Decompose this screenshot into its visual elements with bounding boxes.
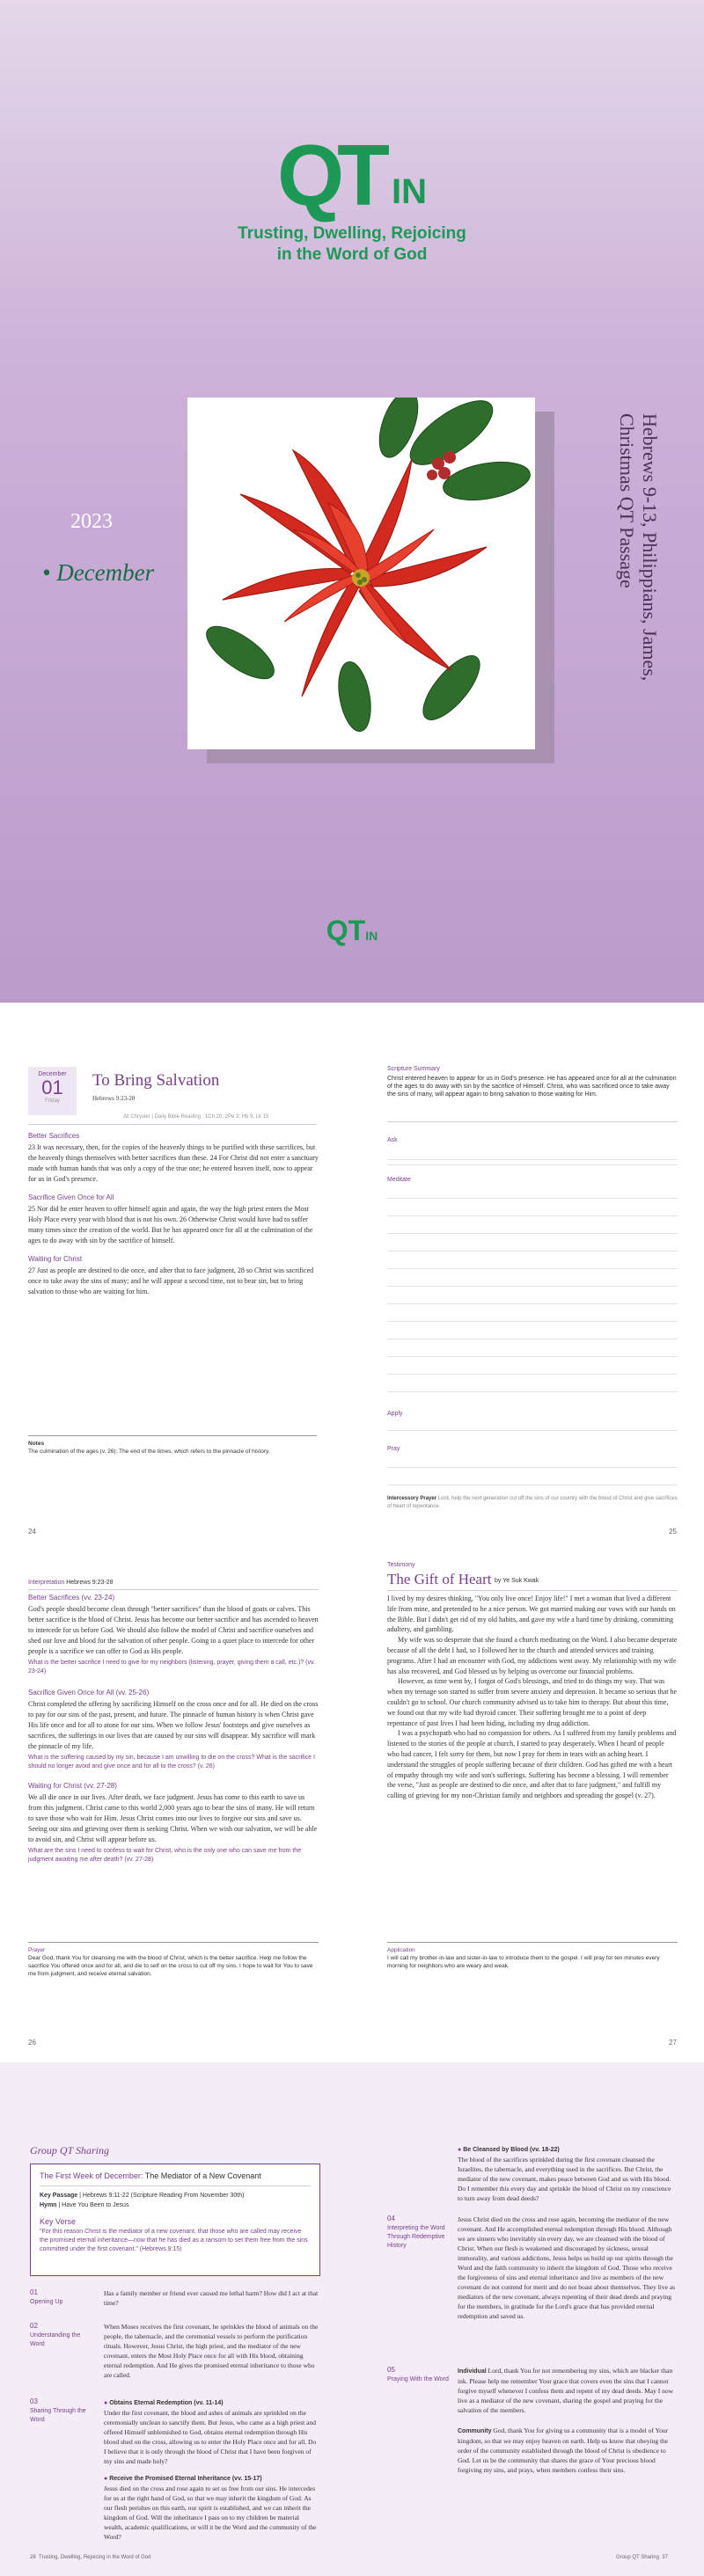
step-02-text: When Moses receives the first covenant, he sprinkles the blood of animals on the people, the tabernacle, and the ceremonial vessels to perform the purification rituals. However, Jesus Christ, the high priest, and the mediator of the new covenant, enters the Most Holy Place once for all with His blood, obtaining eternal redemption. And He gives the promised eternal inheritance to those who are called. (104, 2323, 319, 2379)
page-number: 26 (28, 2039, 36, 2047)
testimony-paragraph: My wife was so desperate that she found a church meditating on the Word. I also became desperate because of all the debt I had, so I followed her to the church and attended services and training programs. After I had an encounter with God, my addictions went away. My relationship with my wife has also recovered, and God blessed us by helping us overcome our financial problems. (387, 1636, 678, 1675)
summary-label: Scripture Summary (387, 1066, 440, 1072)
section-text: 27 Just as people are destined to die once, and after that to face judgment, 28 so Christ was sacrificed once to take away the sins of many; and he will appear a second time, not to bear sin, but to bring salvation to those who are waiting for him. (28, 1266, 314, 1295)
key-passage-label: Key Passage (40, 2193, 78, 2199)
point-2 (104, 2473, 319, 2542)
ask-label: Ask (387, 1137, 398, 1143)
poinsettia-illustration (187, 398, 535, 749)
individual-label: Individual (458, 2368, 487, 2375)
date-weekday: Friday (45, 1098, 60, 1104)
writing-line (387, 1268, 678, 1269)
reflection-question: What is the better sacrifice I need to give for my neighbors (listening, prayer, giving them a call, etc.)? (vv. 23-24) (28, 1660, 315, 1675)
key-verse-text: "For this reason Christ is the mediator of a new covenant, that those who are called may receive the promised eternal inheritance—now that he has died as a ransom to set them free from the sins committed under the first covenant." (Hebrews 9:15) (40, 2229, 308, 2252)
prayer-text: Dear God, thank You for cleansing me with the blood of Christ, which is the better sacrifice. Help me follow the sacrifice You offered once and for all, and die to self on the cross to cut off my sins. I hope to wait for You to save me from judgment, and receive eternal salvation. (28, 1955, 313, 1977)
section-text: We all die once in our lives. After death, we face judgment. Jesus has come to this earth to save us from this judgment. Christ came to this world 2,000 years ago to bear the sins of many. He will return to save those who wait for Him. Jesus Christ comes into our lives to forgive our sins and save us. Seeing our sins and grieving over them is seeking Christ. When we wish our salvation, we will be able to avoid sin, and Christ will appear before us. (28, 1793, 318, 1843)
writing-line (387, 1164, 678, 1165)
devotion-passage: Hebrews 9:23-28 (92, 1095, 136, 1102)
writing-line (387, 1215, 678, 1216)
step-label: Interpreting the Word Through Redemptive History (387, 2225, 445, 2249)
writing-line (387, 1251, 678, 1252)
testimony-author: by Ye Suk Kwak (495, 1578, 539, 1584)
section-heading: Sacrifice Given Once for All (vv. 25-26) (28, 1689, 150, 1697)
community-label: Community (458, 2428, 492, 2434)
cover-vertical-text (600, 413, 671, 765)
page-number: 25 (669, 1528, 677, 1536)
bullet-icon: ● (104, 2476, 108, 2482)
section-heading: Waiting for Christ (28, 1255, 83, 1263)
logo-letter-t: T (337, 127, 391, 223)
step-02 (30, 2322, 92, 2349)
testimony-paragraph: I lived by my desires thinking, "You only live once! Enjoy life!" I met a woman that lived a different life from mine, and pretended to be a nice person. We got married making our vows with our hands on the Bible. But I didn't get rid of my old habits, and gave my wife a hard time by drinking, committing adultery, and gambling. (387, 1594, 676, 1634)
divider (387, 1121, 678, 1122)
testimony-label: Testimony (387, 1562, 415, 1568)
footer-right-number: 37 (662, 2555, 668, 2560)
divider (387, 1590, 678, 1591)
community-prayer (458, 2426, 678, 2475)
logo-letter-q: Q (276, 127, 338, 223)
bullet-icon: ● (104, 2400, 108, 2406)
logo-letters-in: IN (392, 172, 428, 211)
cover-tagline: Trusting, Dwelling, Rejoicing in the Word of God (238, 224, 466, 264)
bullet-icon: ● (458, 2147, 462, 2153)
writing-line (387, 1198, 678, 1199)
step-label: Sharing Through the Word (30, 2408, 86, 2423)
prayer-label: Prayer (28, 1947, 46, 1953)
cover-page (0, 0, 704, 1003)
writing-line (387, 1233, 678, 1234)
poinsettia-photo (187, 398, 535, 749)
logo-mark (276, 127, 428, 223)
hymn-label: Hymn (40, 2202, 57, 2208)
writing-line (387, 1356, 678, 1357)
date-day: 01 (41, 1076, 63, 1098)
application-text: I will call my brother-in-law and sister-in-law to introduce them to the gospel. I will pray for ten minutes every morning for neighbors who are weary and weak. (387, 1955, 660, 1969)
intercessory-label: Intercessory Prayer (387, 1496, 437, 1501)
point-title: Receive the Promised Eternal Inheritance (vv. 15-17) (109, 2476, 262, 2482)
notes-box (28, 1435, 317, 1456)
page-number: 24 (28, 1528, 36, 1536)
step-number: 01 (30, 2288, 38, 2296)
point-text: The blood of the sacrifices sprinkled during the first covenant cleansed the Israelites, the tabernacle, and everything used in the sacrifices. But Christ, the mediator of the new covenant, makes peace between God and us with His blood. Do I remember this every day and sprinkle the blood of Christ on my conscience to turn away from dead deeds? (458, 2156, 671, 2202)
step-number: 03 (30, 2397, 38, 2405)
writing-line (387, 1286, 678, 1287)
testimony-body (387, 1594, 678, 1801)
point-title: Obtains Eternal Redemption (vv. 11-14) (109, 2400, 224, 2406)
point-title: Be Cleansed by Blood (vv. 18-22) (463, 2147, 560, 2153)
section-heading: Sacrifice Given Once for All (28, 1193, 114, 1201)
section-text: God's people should become clean through "better sacrifices" than the blood of goats or calves. This better sacrifice is the blood of Christ. Jesus has become our better sacrifice and has ascended to heaven to intercede for us before God. We should also follow the model of Christ and sacrifice ourselves and shed our love and blood for the salvation of other people. Going to a quiet place to intercede for other people is a sacrifice we can offer to God as His people. (28, 1605, 319, 1655)
page-number: 27 (669, 2039, 677, 2047)
point-text: Jesus died on the cross and rose again to set us free from our sins. He intercedes for us at the right hand of God, so that we may inherit the kingdom of God. As our flesh perishes on this earth, our spirit is established, and we can inherit the kingdom of God. Will the inheritance I pass on to my children be material wealth, academic qualifications, or will it be the Word and the community of the Word? (104, 2485, 317, 2541)
week-summary-box (30, 2164, 320, 2276)
step-01-text: Has a family member or friend ever caused me lethal harm? How did I act at that time? (104, 2289, 319, 2307)
small-logo-text: QT (326, 915, 366, 946)
scripture-section-1 (28, 1132, 319, 1185)
qtin-logo (0, 127, 704, 266)
intercessory-text: Lord, help the next generation cut off the sins of our country with the blood of Christ and give sacrifices of heart of repentance. (387, 1496, 678, 1509)
application-box (387, 1942, 678, 1970)
footer-right-text: Group QT Sharing (616, 2555, 659, 2560)
writing-line (387, 1159, 678, 1160)
notes-label: Notes (28, 1441, 45, 1447)
testimony-paragraph: I was a psychopath who had no compassion for others. As I suffered from my family problems and listened to the stories of the people at church, I started to pray desperately. When I heard of people who had cancer, I felt sorry for them, but now I pray for them in tears with an aching heart. I understand the struggles of people suffering because of their children. God has gifted me with a heart of empathy through my wife and son's sufferings. Suffering has become a blessing. I will remember the verse, "Just as people are destined to die once, and after that to face judgment," and fulfill my calling of grieving for my non-Christian family and neighbors and spreading the gospel (v. 27). (387, 1729, 677, 1800)
reflection-question: What are the sins I need to confess to wait for Christ, who is the only one who can save me from the judgment awaiting me after death? (vv. 27-28) (28, 1848, 302, 1863)
section-heading: Waiting for Christ (vv. 27-28) (28, 1782, 117, 1790)
hymn-row (40, 2200, 311, 2210)
apply-label: Apply (387, 1411, 403, 1417)
footer-left (30, 2555, 150, 2560)
scripture-section-2 (28, 1193, 319, 1246)
footer-right (616, 2555, 668, 2560)
divider (28, 1124, 317, 1125)
step-05 (387, 2366, 449, 2384)
step-label: Understanding the Word (30, 2332, 81, 2347)
section-heading: Better Sacrifices (28, 1132, 80, 1140)
writing-line (387, 1391, 678, 1392)
testimony-title: The Gift of Heart (387, 1571, 492, 1587)
point-3 (458, 2144, 678, 2203)
step-number: 05 (387, 2366, 395, 2374)
section-heading: Better Sacrifices (vv. 23-24) (28, 1594, 115, 1602)
week-heading-lead: The First Week of December: (40, 2171, 143, 2180)
cover-vertical-line1: Hebrews 9-13, Philippians, James, (639, 413, 661, 682)
community-text: God, thank You for giving us a community that is a model of Your kingdom, so that we may enjoy heaven on earth. Help us know that obeying the order of the community established through the blood of Christ is obedience to God. Let us be the community that shares the grace of Your precious blood forgiving my sins, and prays, when members confess their sins. (458, 2426, 669, 2474)
interpretation-section-2 (28, 1689, 319, 1771)
interpretation-section-1 (28, 1594, 319, 1676)
footer-left-text: Trusting, Dwelling, Rejoicing in the Word of God (39, 2555, 151, 2560)
small-logo-sub: IN (365, 929, 378, 943)
writing-line (387, 1430, 678, 1431)
other-reading: All Chrysler | Daily Bible Reading : 1Ch 20; 2Pe 3; Hb 9; Lk 15 (123, 1114, 269, 1120)
reflection-question: What is the suffering caused by my sin, because I am unwilling to die on the cross? What is the sacrifice I should no longer avoid and give once and for all to the cross? (v. 26) (28, 1755, 315, 1770)
section-text: 25 Nor did he enter heaven to offer himself again and again, the way the high priest enters the Most Holy Place every year with blood that is not his own. 26 Otherwise Christ would have had to suffer many times since the creation of the world. But he has appeared once for all at the culmination of the ages to do away with sin by the sacrifice of himself. (28, 1205, 313, 1244)
point-1 (104, 2397, 319, 2466)
section-text: 23 It was necessary, then, for the copies of the heavenly things to be purified with these sacrifices, but the heavenly things themselves with better sacrifices than these. 24 For Christ did not enter a sanctuary made with human hands that was only a copy of the true one; he entered heaven itself, now to appear for us in God's presence. (28, 1143, 319, 1183)
interpretation-section-3 (28, 1782, 319, 1864)
individual-prayer (458, 2366, 678, 2415)
step-03 (30, 2397, 92, 2425)
step-number: 02 (30, 2322, 38, 2330)
writing-line (387, 1467, 678, 1468)
small-logo (0, 915, 704, 947)
meditate-label: Meditate (387, 1177, 411, 1183)
cover-vertical-line2: Christmas QT Passage (616, 413, 638, 588)
step-number: 04 (387, 2215, 395, 2222)
devotion-title: To Bring Salvation (92, 1071, 220, 1090)
pray-label: Pray (387, 1446, 400, 1452)
key-passage-value: | Hebrews 9:11-22 (Scripture Reading From November 30th) (79, 2193, 245, 2199)
summary-text: Christ entered heaven to appear for us in God's presence. He has appeared once for all at the culmination of the ages to do away with sin by the sacrifice of Himself. Christ, who was sacrificed once to take away the sins of many, will appear again to bring salvation to those waiting for Him. (387, 1076, 677, 1098)
interpretation-label: Interpretation (28, 1580, 65, 1586)
hymn-value: | Have You Been to Jesus (58, 2202, 129, 2208)
section-text: Christ completed the offering by sacrificing Himself on the cross once and for all. He died on the cross to pay for our sins of the past, present, and future. The pinnacle of human history is when Christ gave His life once and for all to atone for our sins. When we follow Jesus' footsteps and give ourselves as sacrifices, the sufferings in our lives that are caused by our sins will disappear. My sacrifice will mark the pinnacle of my life. (28, 1700, 319, 1750)
step-label: Praying With the Word (387, 2376, 449, 2383)
point-text: Under the first covenant, the blood and ashes of animals are sprinkled on the ceremonially unclean to sanctify them. But Jesus, who came as a high priest and offered Himself unblemished to God, obtains eternal redemption through His blood shed on the cross, allowing us to enter the Holy Place once and for all. Do I believe that it is only through the blood of Christ that I have been forgiven of my sins and made holy? (104, 2409, 317, 2465)
application-label: Application (387, 1947, 415, 1953)
cover-year: 2023 (70, 510, 113, 533)
step-01 (30, 2288, 92, 2307)
writing-line (387, 1303, 678, 1304)
footer-left-number: 28 (30, 2555, 36, 2560)
interpretation-header (28, 1580, 114, 1586)
group-qt-title: Group QT Sharing (30, 2144, 110, 2156)
writing-line (387, 1321, 678, 1322)
divider (28, 1589, 319, 1590)
scripture-section-3 (28, 1255, 319, 1297)
step-label: Opening Up (30, 2299, 63, 2305)
date-box (28, 1067, 77, 1115)
writing-line (387, 1374, 678, 1375)
key-verse-label: Key Verse (40, 2217, 77, 2226)
key-passage-row (40, 2191, 311, 2200)
step-04-text: Jesus Christ died on the cross and rose again, becoming the mediator of the new covenant. And He accomplished eternal redemption through His blood. Although we are sinners who inevitably sin every day, we are cleansed with the blood of Christ. When our flesh is weakened and discouraged by sickness, sexual immorality, and various addictions, Jesus helps us build up our spirits through the Word and the faith community to inherit the kingdom of God. Those who receive the forgiveness of sins and eternal inheritance and live as members of the new covenant do not contend for merit and do not boast about themselves. They live as mediators of the new covenant, always repenting of their dead deeds and praying for the members, in gratitude for the Lord's grace that has provided eternal redemption and saved us. (458, 2215, 676, 2320)
date-month: December (38, 1071, 67, 1077)
intercessory-prayer (387, 1495, 678, 1511)
testimony-paragraph: However, as time went by, I forgot of God's blessings, and tried to do things my way. That was when my teenage son started to suffer from severe anxiety and depression. It became so serious that he couldn't go to school. Our church community advised us to take him to therapy. But about this time, we found out that my wife had thyroid cancer. Their suffering brought me to a point of deep repentance of past lives I had been hiding, including my drug addiction. (387, 1677, 678, 1727)
notes-text: The culmination of the ages (v. 26): The end of the times, which refers to the pinnacle of history. (28, 1449, 270, 1455)
interpretation-passage: Hebrews 9:23-28 (66, 1580, 114, 1586)
week-heading (40, 2171, 311, 2180)
cover-month: • December (42, 559, 155, 586)
individual-text: Lord, thank You for not remembering my sins, which are blacker than ink. Please help me remember Your grace that covers even the sins that I cannot forgive myself whenever I confess them and repent of my dead deeds. May I now live as a mediator of the new covenant, sharing the gospel and praying for the salvation of the members. (458, 2367, 673, 2414)
prayer-box (28, 1942, 319, 1978)
week-heading-rest: The Mediator of a New Covenant (143, 2171, 261, 2180)
step-04 (387, 2215, 449, 2251)
